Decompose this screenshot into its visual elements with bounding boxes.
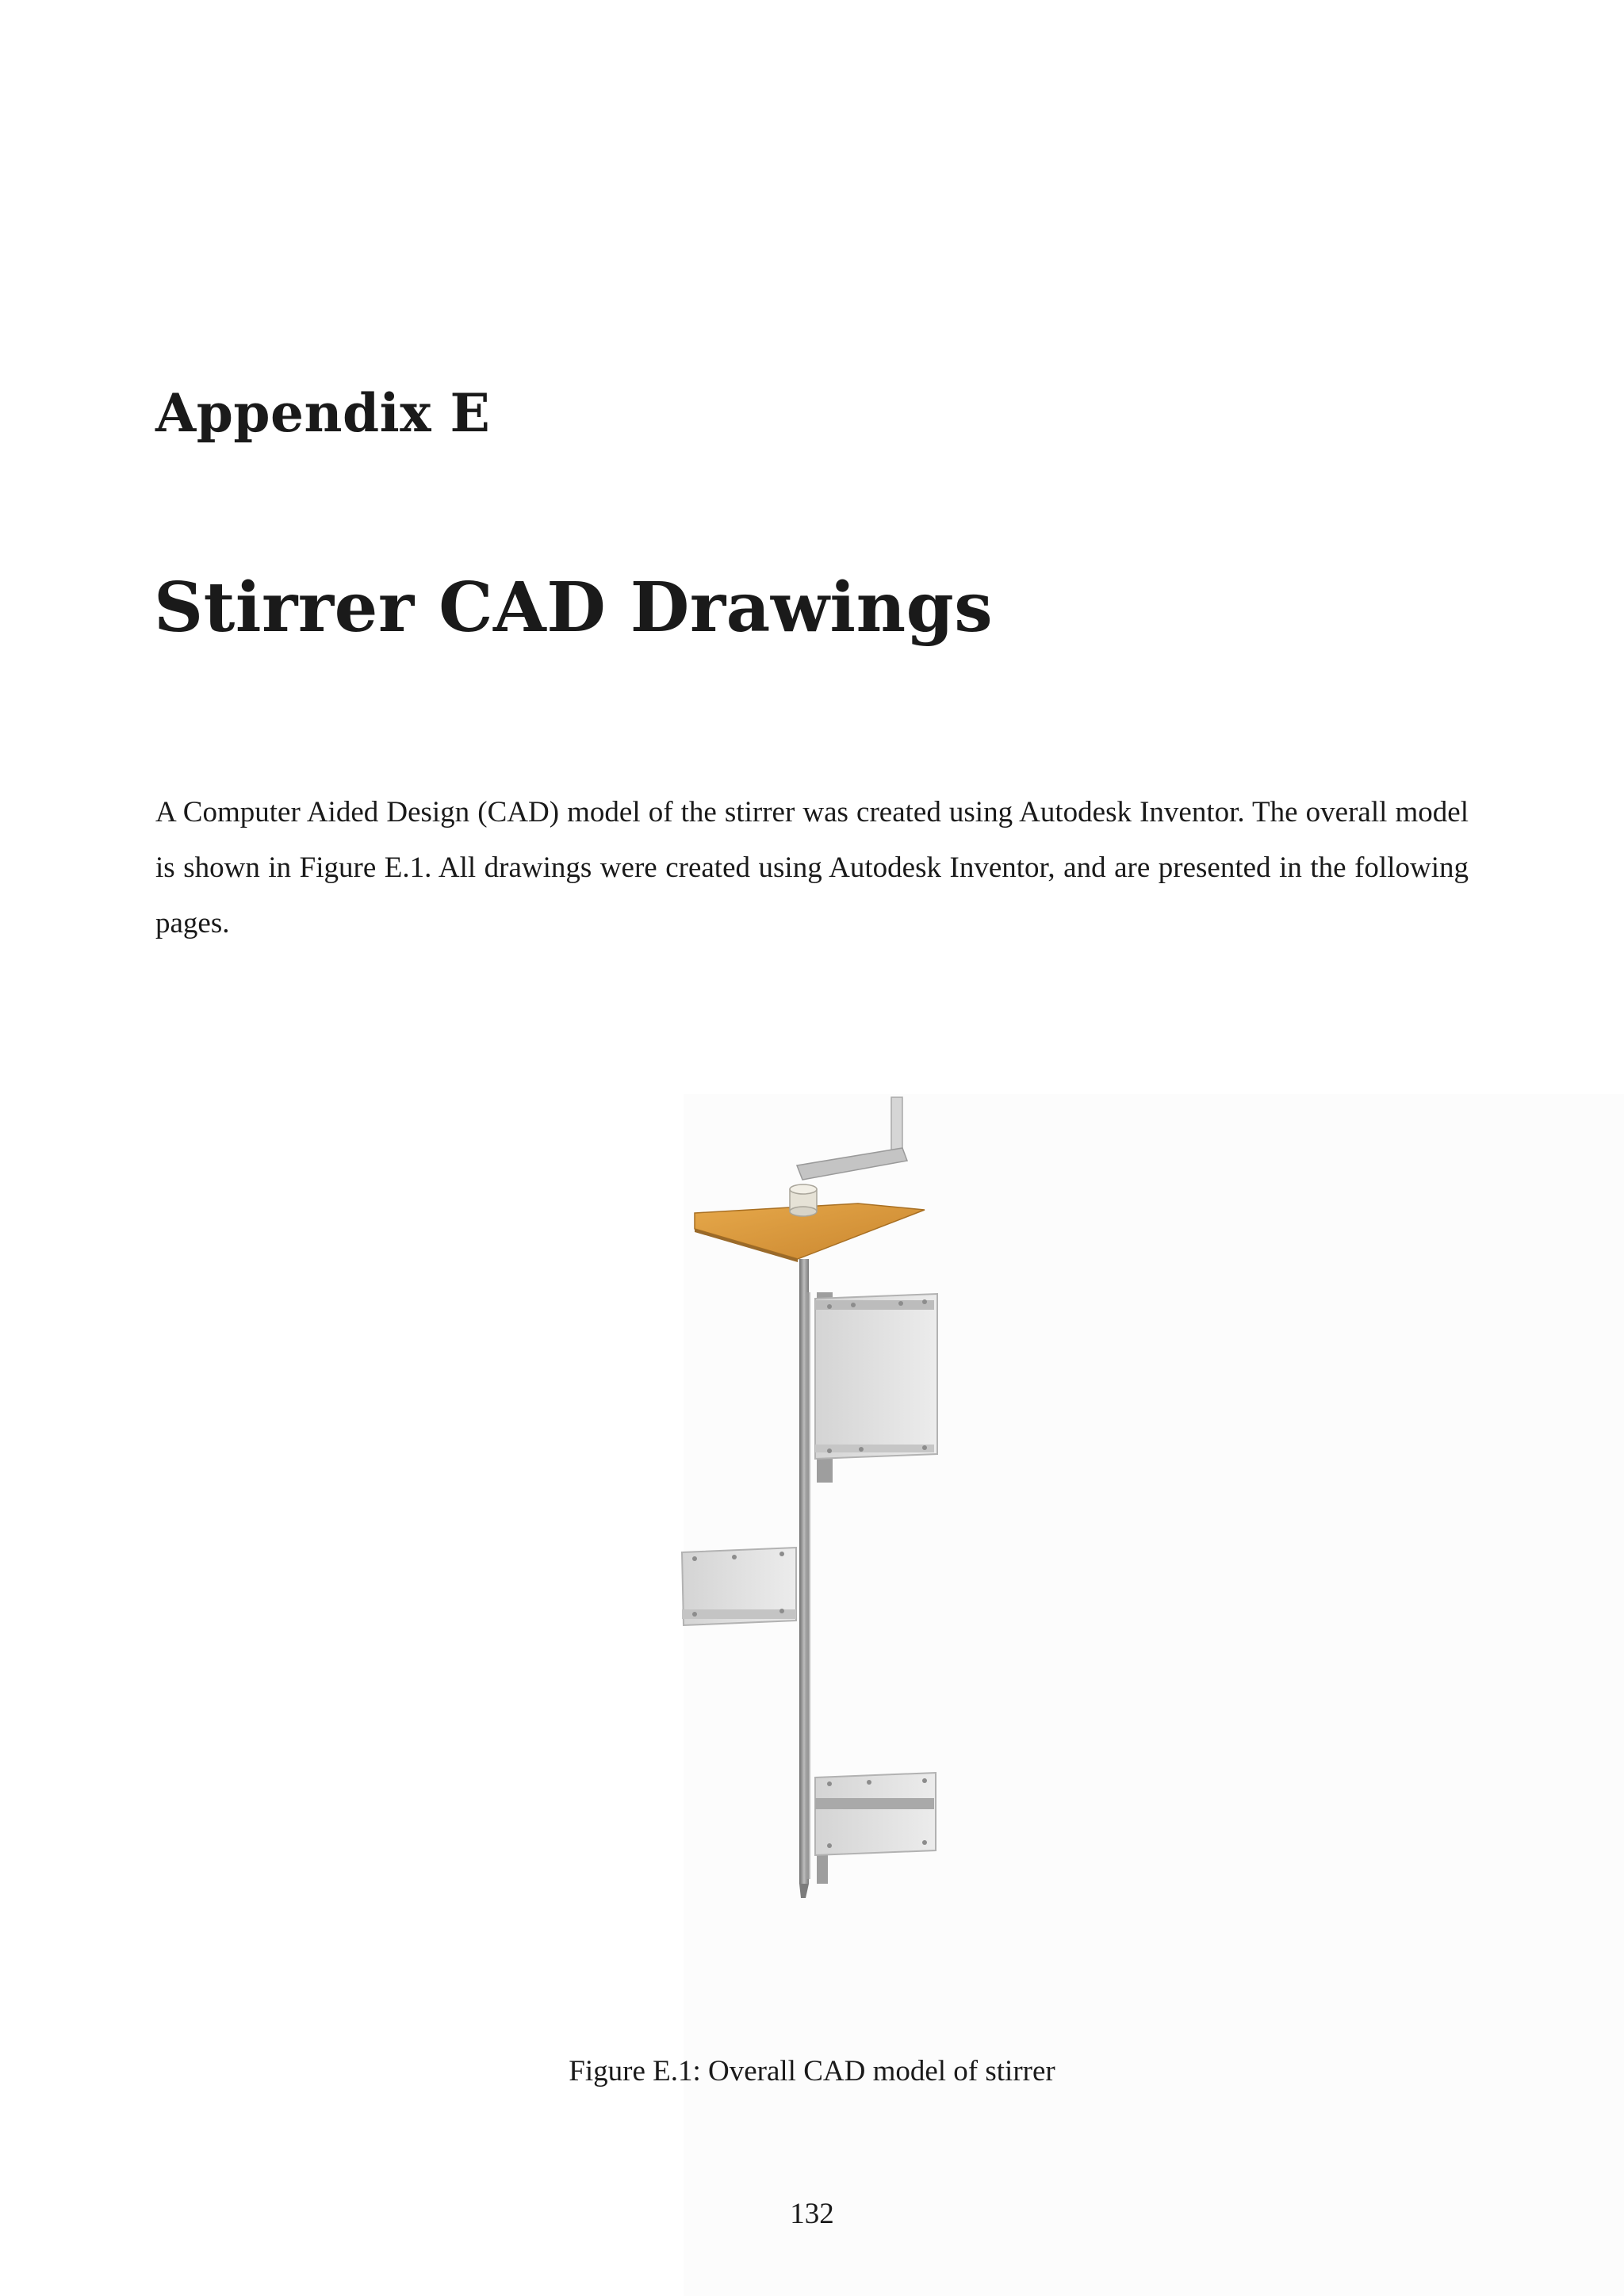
appendix-label: Appendix E [155, 382, 491, 444]
upper-paddle [815, 1292, 937, 1483]
page-number: 132 [790, 2198, 834, 2230]
lower-paddle [815, 1773, 936, 1884]
drive-hub [790, 1184, 817, 1216]
body-paragraph: A Computer Aided Design (CAD) model of the stirrer was created using Autodesk Inventor. The overall model is shown in Figure E.1. All drawings were created using Autodesk Inventor, and are presented in the following pages. [155, 796, 1469, 939]
chapter-title: Stirrer CAD Drawings [154, 568, 994, 648]
middle-paddle [682, 1548, 796, 1625]
crank-handle [797, 1097, 907, 1180]
figure-caption: Figure E.1: Overall CAD model of stirrer [569, 2055, 1055, 2087]
stirrer-cad-model-image [666, 1086, 983, 1919]
stirrer-cad-figure [666, 1086, 983, 1919]
